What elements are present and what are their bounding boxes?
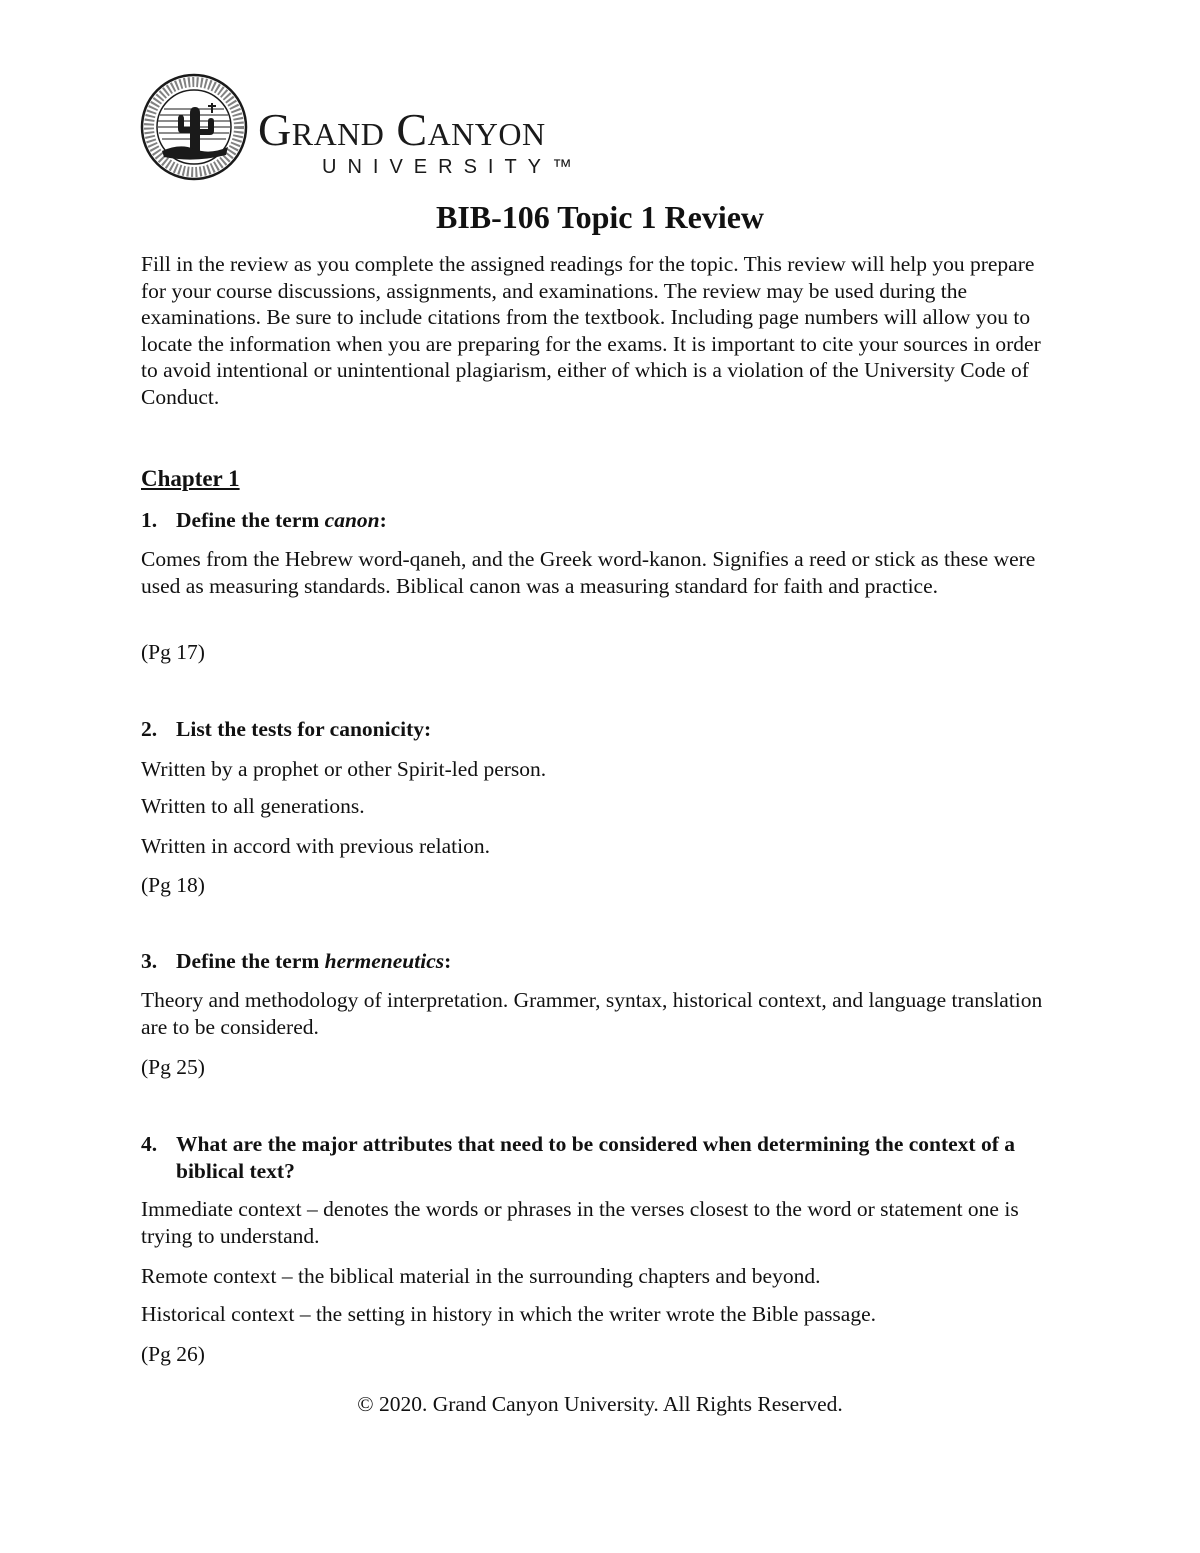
- answer-text: Written in accord with previous relation.: [141, 834, 490, 858]
- question-prompt-prefix: Define the term: [176, 949, 325, 973]
- question-number: 4.: [141, 1132, 158, 1156]
- question-prompt-suffix: :: [444, 949, 452, 973]
- question-number: 3.: [141, 949, 158, 973]
- intro-paragraph: Fill in the review as you complete the assigned readings for the topic. This review will help you prepare for your course discussions, assignments, and examinations. The review may be used during the examinations. Be sure to include citations from the textbook. Including page numbers will allow you to locate the information when you are preparing for the exams. It is important to cite your sources in order to avoid intentional or unintentional plagiarism, either of which is a violation of the University Code of Conduct.: [141, 252, 1041, 409]
- question-prompt: What are the major attributes that need to be considered when determining the context of a biblical text?: [176, 1132, 1016, 1183]
- university-logo: [140, 73, 620, 189]
- question-term: hermeneutics: [324, 949, 445, 973]
- answer-text: Historical context – the setting in history in which the writer wrote the Bible passage.: [141, 1302, 877, 1326]
- question-3: [141, 948, 1071, 975]
- citation: (Pg 26): [141, 1342, 205, 1366]
- answer-text: Immediate context – denotes the words or phrases in the verses closest to the word or statement one is trying to understand.: [141, 1197, 1019, 1248]
- answer-text: Remote context – the biblical material in the surrounding chapters and beyond.: [141, 1264, 821, 1288]
- logo-subwordmark: UNIVERSITY™: [322, 156, 584, 178]
- answer-text: Written to all generations.: [141, 794, 365, 818]
- question-1: [141, 507, 1071, 534]
- question-2: [141, 716, 1071, 743]
- question-number: 1.: [141, 508, 158, 532]
- question-term: canon: [324, 508, 380, 532]
- citation: (Pg 25): [141, 1055, 205, 1079]
- university-seal-icon: [140, 73, 248, 181]
- answer-text: Theory and methodology of interpretation. Grammer, syntax, historical context, and language translation are to be considered.: [141, 988, 1043, 1039]
- question-prompt-suffix: :: [379, 508, 387, 532]
- question-4: [141, 1131, 1071, 1184]
- answer-text: Comes from the Hebrew word-qaneh, and the Greek word-kanon. Signifies a reed or stick as these were used as measuring standards. Biblical canon was a measuring standard for faith and practice.: [141, 547, 1036, 598]
- citation: (Pg 18): [141, 873, 205, 897]
- question-prompt: List the tests for canonicity:: [176, 717, 432, 741]
- logo-wordmark: Grand Canyon: [258, 104, 546, 155]
- answer-text: Written by a prophet or other Spirit-led person.: [141, 757, 547, 781]
- question-number: 2.: [141, 717, 158, 741]
- citation: (Pg 17): [141, 640, 205, 664]
- copyright-footer: © 2020. Grand Canyon University. All Rights Reserved.: [357, 1392, 843, 1416]
- question-prompt-prefix: Define the term: [176, 508, 325, 532]
- chapter-heading: Chapter 1: [141, 466, 240, 491]
- page-title: BIB-106 Topic 1 Review: [435, 199, 765, 235]
